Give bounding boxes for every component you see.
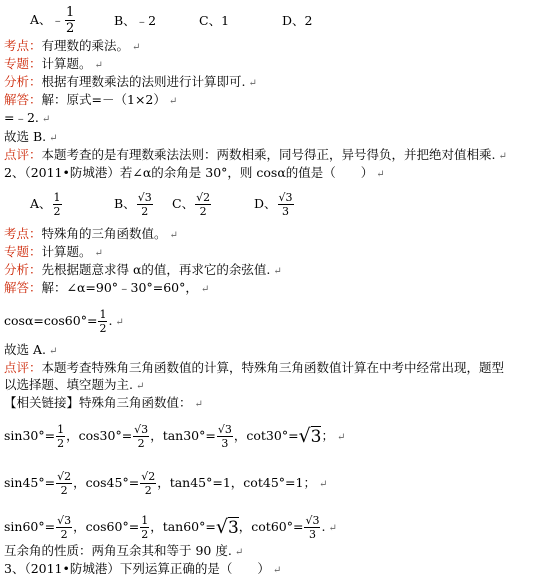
fraction-denominator: 2 — [99, 322, 107, 335]
cos60-fraction — [140, 515, 149, 540]
cot60-label: ，cot60°= — [238, 519, 304, 534]
return-mark-icon: ↵ — [132, 42, 141, 53]
dianping-label: 点评： — [4, 360, 42, 375]
result-text: =﹣2. — [4, 110, 39, 125]
return-mark-icon: ↵ — [273, 266, 282, 277]
q1-option-d: D、2 — [282, 13, 313, 28]
row-end: . — [321, 519, 326, 534]
answer-text: 故选 B. — [4, 129, 47, 144]
trig-row-30 — [4, 424, 345, 449]
return-mark-icon: ↵ — [272, 565, 282, 576]
fraction-numerator: 1 — [141, 514, 149, 527]
q2-option-a — [30, 192, 63, 217]
return-mark-icon: ↵ — [194, 399, 203, 410]
fenxi-label: 分析： — [4, 262, 42, 277]
q2-stem-line — [4, 165, 385, 183]
tan45-cot45-text: ，tan45°=1，cot45°=1； — [157, 475, 316, 490]
cos-fraction — [98, 309, 107, 334]
q1-option-a-fraction — [65, 6, 75, 35]
q2-dianping-line — [4, 360, 504, 376]
fenxi-text: 先根据题意求得 α的值，再求它的余弦值. — [41, 262, 271, 277]
return-mark-icon: ↵ — [94, 60, 103, 71]
fraction-numerator: √3 — [137, 191, 152, 204]
fraction-denominator: 3 — [282, 205, 290, 218]
cos30-fraction — [133, 424, 149, 449]
q2-link-line — [4, 395, 203, 413]
cot30-label: ，cot30°= — [233, 428, 299, 443]
cos-end: . — [108, 313, 113, 328]
kaodian-label: 考点： — [4, 226, 42, 241]
q1-dianping-line — [4, 147, 507, 165]
return-mark-icon: ↵ — [135, 381, 145, 392]
zhuanti-label: 专题： — [4, 244, 42, 259]
q1-option-c: C、1 — [199, 13, 230, 28]
return-mark-icon: ↵ — [168, 96, 178, 107]
option-fraction — [278, 192, 294, 217]
return-mark-icon: ↵ — [41, 114, 51, 125]
sin45-fraction — [56, 471, 72, 496]
fraction-denominator: 3 — [308, 528, 316, 541]
return-mark-icon: ↵ — [94, 248, 103, 259]
complement-line — [4, 543, 243, 561]
fraction-denominator: 2 — [137, 437, 145, 450]
q2-option-d — [254, 192, 295, 217]
fraction-denominator: 2 — [53, 205, 61, 218]
return-mark-icon: ↵ — [248, 78, 257, 89]
zhuanti-label: 专题： — [4, 56, 42, 71]
option-label: D、 — [254, 196, 277, 211]
trig-row-60 — [4, 515, 337, 540]
q1-option-a-label: A、 — [30, 12, 52, 27]
fraction-numerator: √3 — [57, 514, 72, 527]
q1-option-a-sign: ﹣ — [51, 12, 65, 27]
option-fraction — [53, 192, 62, 217]
fenxi-label: 分析： — [4, 74, 42, 89]
sin60-label: sin60°= — [4, 519, 56, 534]
cot30-value: 3 — [310, 427, 322, 447]
fraction-numerator: 1 — [53, 191, 61, 204]
fraction-denominator: 2 — [141, 205, 149, 218]
q1-answer-line — [4, 129, 58, 147]
option-label: A、 — [30, 196, 52, 211]
fraction-denominator: 2 — [60, 484, 68, 497]
q2-fenxi-line — [4, 262, 282, 280]
q1-jieda-line — [4, 92, 177, 110]
fraction-numerator: √2 — [57, 470, 72, 483]
q3-stem-line — [4, 561, 281, 579]
fraction-denominator: 3 — [221, 437, 229, 450]
kaodian-label: 考点： — [4, 38, 42, 53]
dianping-text: 本题考查的是有理数乘法法则：两数相乘，同号得正，异号得负，并把绝对值相乘. — [41, 147, 496, 162]
return-mark-icon: ↵ — [498, 151, 507, 162]
jieda-text: 解：原式=－（1×2） — [41, 92, 166, 107]
q2-cos-line — [4, 309, 124, 334]
cos30-label: ，cos30°= — [66, 428, 133, 443]
option-label: B、 — [114, 196, 136, 211]
sin30-fraction — [56, 424, 65, 449]
tan60-value: 3 — [227, 518, 239, 538]
q2-kaodian-line — [4, 226, 178, 244]
sqrt-icon — [216, 516, 228, 538]
fraction-numerator: 1 — [57, 423, 65, 436]
q1-option-a — [30, 6, 76, 35]
return-mark-icon: ↵ — [48, 346, 58, 357]
trig-row-45 — [4, 471, 327, 496]
fraction-numerator: √3 — [217, 423, 232, 436]
cos45-label: ，cos45°= — [73, 475, 140, 490]
sin60-fraction — [56, 515, 72, 540]
fraction-denominator: 2 — [60, 528, 68, 541]
fraction-numerator: 1 — [99, 308, 107, 321]
fraction-numerator: 1 — [66, 5, 75, 20]
cot60-fraction — [304, 515, 320, 540]
return-mark-icon: ↵ — [376, 169, 385, 180]
return-mark-icon: ↵ — [169, 230, 178, 241]
fraction-denominator: 2 — [57, 437, 65, 450]
fraction-numerator: √2 — [196, 191, 211, 204]
tan30-fraction — [217, 424, 233, 449]
jieda-text: 解：∠α=90°﹣30°=60°， — [41, 280, 198, 295]
fenxi-text: 根据有理数乘法的法则进行计算即可. — [41, 74, 246, 89]
complement-text: 互余角的性质：两角互余其和等于 90 度. — [4, 543, 232, 558]
return-mark-icon: ↵ — [49, 133, 58, 144]
q2-answer-line — [4, 342, 57, 360]
cos45-fraction — [140, 471, 156, 496]
fraction-numerator: √3 — [134, 423, 149, 436]
return-mark-icon: ↵ — [337, 432, 346, 443]
row-end: ； — [321, 428, 334, 443]
sqrt-icon — [299, 425, 311, 447]
q2-stem-text: 2、（2011•防城港）若∠α的余角是 30°，则 cosα的值是（ ） — [4, 165, 374, 180]
dianping-text-line1: 本题考查特殊角三角函数值的计算，特殊角三角函数值计算在中考中经常出现，题型 — [41, 360, 505, 375]
q2-dianping-line2 — [4, 377, 144, 395]
q3-stem-text: 3、（2011•防城港）下列运算正确的是（ ） — [4, 561, 270, 576]
tan60-label: ，tan60°= — [150, 519, 216, 534]
cos60-label: ，cos60°= — [73, 519, 140, 534]
q1-result-line — [4, 110, 50, 128]
zhuanti-text: 计算题。 — [41, 56, 92, 71]
option-fraction — [195, 192, 211, 217]
fraction-denominator: 2 — [141, 528, 149, 541]
tan30-label: ，tan30°= — [150, 428, 216, 443]
q1-kaodian-line — [4, 38, 140, 56]
link-title: 【相关链接】 — [4, 395, 80, 410]
fraction-denominator: 2 — [199, 205, 207, 218]
option-fraction — [137, 192, 153, 217]
sin30-label: sin30°= — [4, 428, 56, 443]
fraction-numerator: √3 — [278, 191, 293, 204]
fraction-denominator: 2 — [144, 484, 152, 497]
q2-option-c — [172, 192, 212, 217]
fraction-numerator: √2 — [141, 470, 156, 483]
kaodian-text: 特殊角的三角函数值。 — [41, 226, 167, 241]
option-label: C、 — [172, 196, 195, 211]
fraction-denominator: 2 — [66, 21, 75, 36]
zhuanti-text: 计算题。 — [41, 244, 92, 259]
kaodian-text: 有理数的乘法。 — [41, 38, 130, 53]
q2-jieda-line — [4, 280, 209, 298]
return-mark-icon: ↵ — [318, 479, 328, 490]
q2-option-b — [114, 192, 154, 217]
q2-zhuanti-line — [4, 244, 103, 262]
return-mark-icon: ↵ — [328, 523, 337, 534]
cos-text: cosα=cos60°= — [4, 313, 98, 328]
q1-fenxi-line — [4, 74, 257, 92]
return-mark-icon: ↵ — [200, 284, 210, 295]
q1-option-b: B、﹣2 — [114, 13, 157, 28]
jieda-label: 解答： — [4, 92, 42, 107]
return-mark-icon: ↵ — [234, 547, 244, 558]
sin45-label: sin45°= — [4, 475, 56, 490]
link-text: 特殊角三角函数值： — [79, 395, 192, 410]
dianping-text-line2: 以选择题、填空题为主. — [4, 377, 133, 392]
jieda-label: 解答： — [4, 280, 42, 295]
dianping-label: 点评： — [4, 147, 42, 162]
answer-text: 故选 A. — [4, 342, 46, 357]
fraction-numerator: √3 — [305, 514, 320, 527]
q1-zhuanti-line — [4, 56, 103, 74]
return-mark-icon: ↵ — [115, 317, 124, 328]
